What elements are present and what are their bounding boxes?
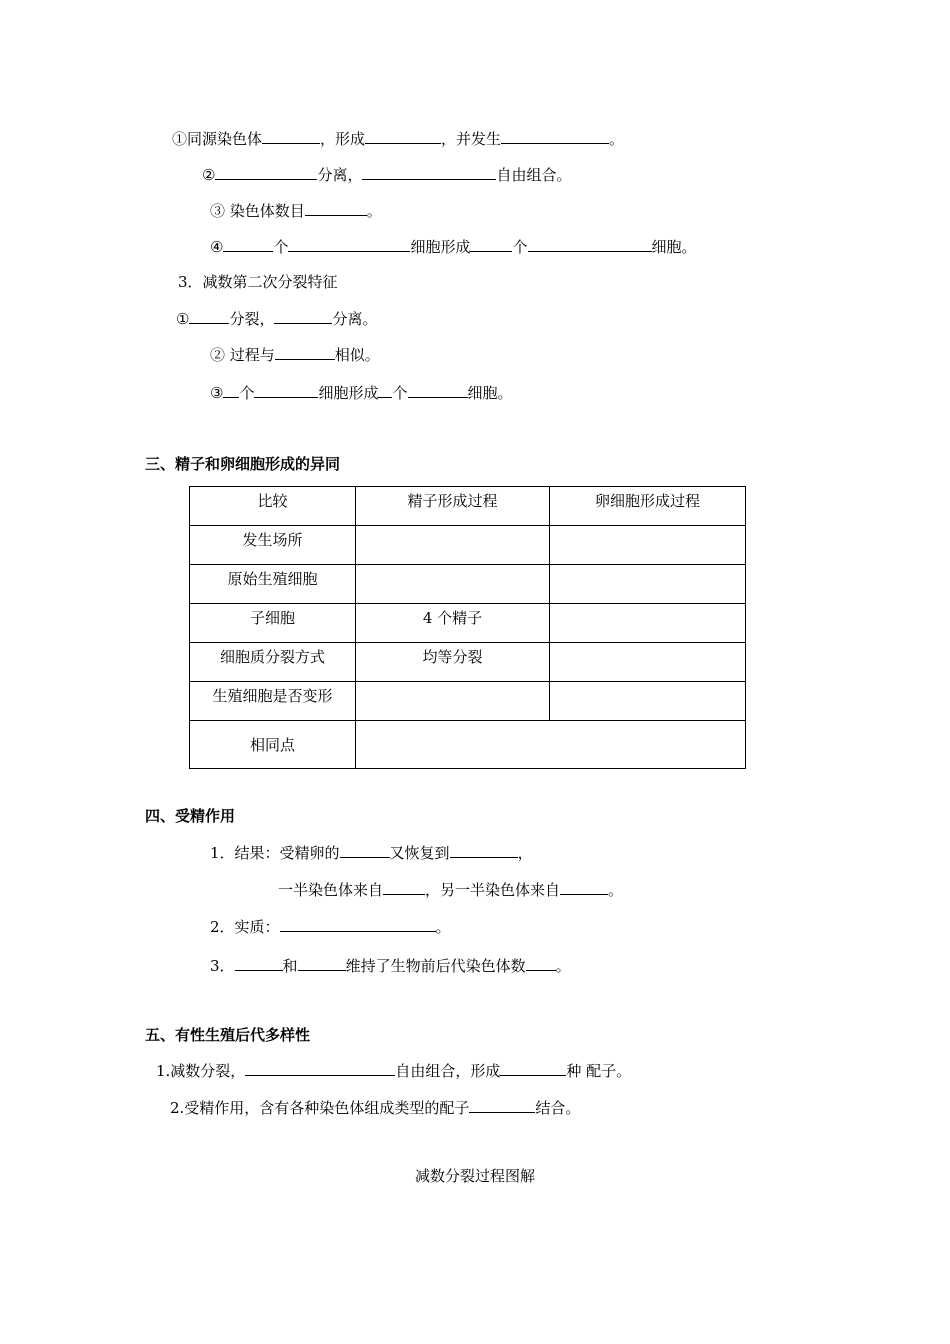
meiosis1-item4 [210,236,697,257]
blank[interactable] [288,236,410,252]
item-text: ，另一半染色体来自 [425,881,561,899]
diversity-item1 [156,1060,631,1081]
blank[interactable] [340,842,390,858]
fertilization-item3 [210,955,571,976]
item-text: ④ [210,238,224,256]
item-text: 。 [609,130,625,148]
fertilization-item2 [210,916,451,937]
fertilization-item1 [210,842,533,863]
table-cell: 均等分裂 [356,643,550,682]
blank[interactable] [450,842,518,858]
meiosis1-item1 [172,128,624,149]
item-text: 个 [392,384,408,402]
table-cell[interactable] [550,604,746,643]
blank[interactable] [223,236,273,252]
table-cell: 相同点 [190,721,356,769]
item-text: 维持了生物前后代染色体数 [345,957,526,975]
meiosis1-item2 [202,164,571,185]
item-text: 细胞。 [467,384,513,402]
blank[interactable] [470,236,512,252]
blank[interactable] [528,236,652,252]
section-heading: 四、受精作用 [145,807,236,825]
blank[interactable] [383,879,425,895]
table-cell[interactable] [550,526,746,565]
diversity-item2 [170,1097,580,1118]
blank[interactable] [274,308,332,324]
figure-caption: 减数分裂过程图解 [414,1167,535,1185]
blank[interactable] [365,128,441,144]
table-cell[interactable] [356,565,550,604]
item-text: 分离。 [332,310,378,328]
item-text: 结合。 [535,1099,581,1117]
blank[interactable] [469,1097,535,1113]
item-text: ① [176,310,190,328]
table-row [190,721,746,769]
blank[interactable] [235,955,283,971]
item-text: 个 [273,238,289,256]
item-text: ，并发生 [441,130,502,148]
item-text: 分离， [317,166,363,184]
item-text: 。 [435,918,451,936]
item-text: 细胞形成 [318,384,379,402]
section-heading: 五、有性生殖后代多样性 [145,1026,311,1044]
item-text: 。 [555,957,571,975]
table-cell[interactable] [356,682,550,721]
blank[interactable] [275,344,335,360]
table-cell[interactable] [550,643,746,682]
blank[interactable] [298,955,346,971]
item-text: 自由组合，形成 [395,1062,501,1080]
blank[interactable] [215,164,317,180]
item-text: 一半染色体来自 [278,881,384,899]
meiosis2-item3 [210,382,513,403]
blank[interactable] [362,164,496,180]
table-row [190,643,746,682]
item-text: ①同源染色体 [172,130,263,148]
item-text: ② [202,166,216,184]
item-text: 个 [239,384,255,402]
blank[interactable] [262,128,320,144]
table-row [190,604,746,643]
meiosis2-item1 [176,308,377,329]
table-cell: 发生场所 [190,526,356,565]
item-text: 。 [366,202,382,220]
item-text: 个 [512,238,528,256]
blank[interactable] [526,955,556,971]
item-text: 细胞。 [651,238,697,256]
table-cell-merged[interactable] [356,721,746,769]
item-text: ，形成 [320,130,366,148]
table-cell: 生殖细胞是否变形 [190,682,356,721]
item-text: ③ 染色体数目 [210,202,305,220]
blank[interactable] [500,1060,566,1076]
item-text: 1.减数分裂， [156,1062,246,1080]
blank[interactable] [189,308,229,324]
meiosis1-item3 [210,200,382,221]
table-header: 卵细胞形成过程 [550,487,746,526]
item-text: 2．实质： [210,918,280,936]
item-text: 相似。 [334,346,380,364]
item-text: ② 过程与 [210,346,275,364]
comparison-table [189,486,746,769]
table-row [190,526,746,565]
blank[interactable] [560,879,608,895]
meiosis2-item2 [210,344,380,365]
item-text: 自由组合。 [496,166,572,184]
blank[interactable] [378,382,392,398]
table-header: 比较 [190,487,356,526]
blank[interactable] [245,1060,395,1076]
table-cell[interactable] [356,526,550,565]
blank[interactable] [501,128,609,144]
table-cell: 4 个精子 [356,604,550,643]
table-row [190,565,746,604]
item-text: 。 [608,881,624,899]
section-heading: 三、精子和卵细胞形成的异同 [145,455,341,473]
table-cell: 原始生殖细胞 [190,565,356,604]
blank[interactable] [223,382,239,398]
table-cell[interactable] [550,565,746,604]
item-text: ， [517,844,533,862]
table-cell: 子细胞 [190,604,356,643]
item-text: 又恢复到 [389,844,450,862]
blank[interactable] [305,200,367,216]
fertilization-item1-cont [278,879,623,900]
item-text: 细胞形成 [410,238,471,256]
item-text: 分裂， [229,310,275,328]
item-text: ③ [210,384,224,402]
item-text: 和 [282,957,298,975]
table-header-row [190,487,746,526]
table-cell: 细胞质分裂方式 [190,643,356,682]
meiosis2-title: 3．减数第二次分裂特征 [178,273,338,291]
table-cell[interactable] [550,682,746,721]
item-text: 2.受精作用，含有各种染色体组成类型的配子 [170,1099,470,1117]
item-text: 种 配子。 [566,1062,632,1080]
item-text: 1．结果：受精卵的 [210,844,340,862]
blank[interactable] [280,916,436,932]
table-row [190,682,746,721]
blank[interactable] [408,382,468,398]
item-text: 3． [210,957,235,975]
blank[interactable] [254,382,318,398]
table-header: 精子形成过程 [356,487,550,526]
